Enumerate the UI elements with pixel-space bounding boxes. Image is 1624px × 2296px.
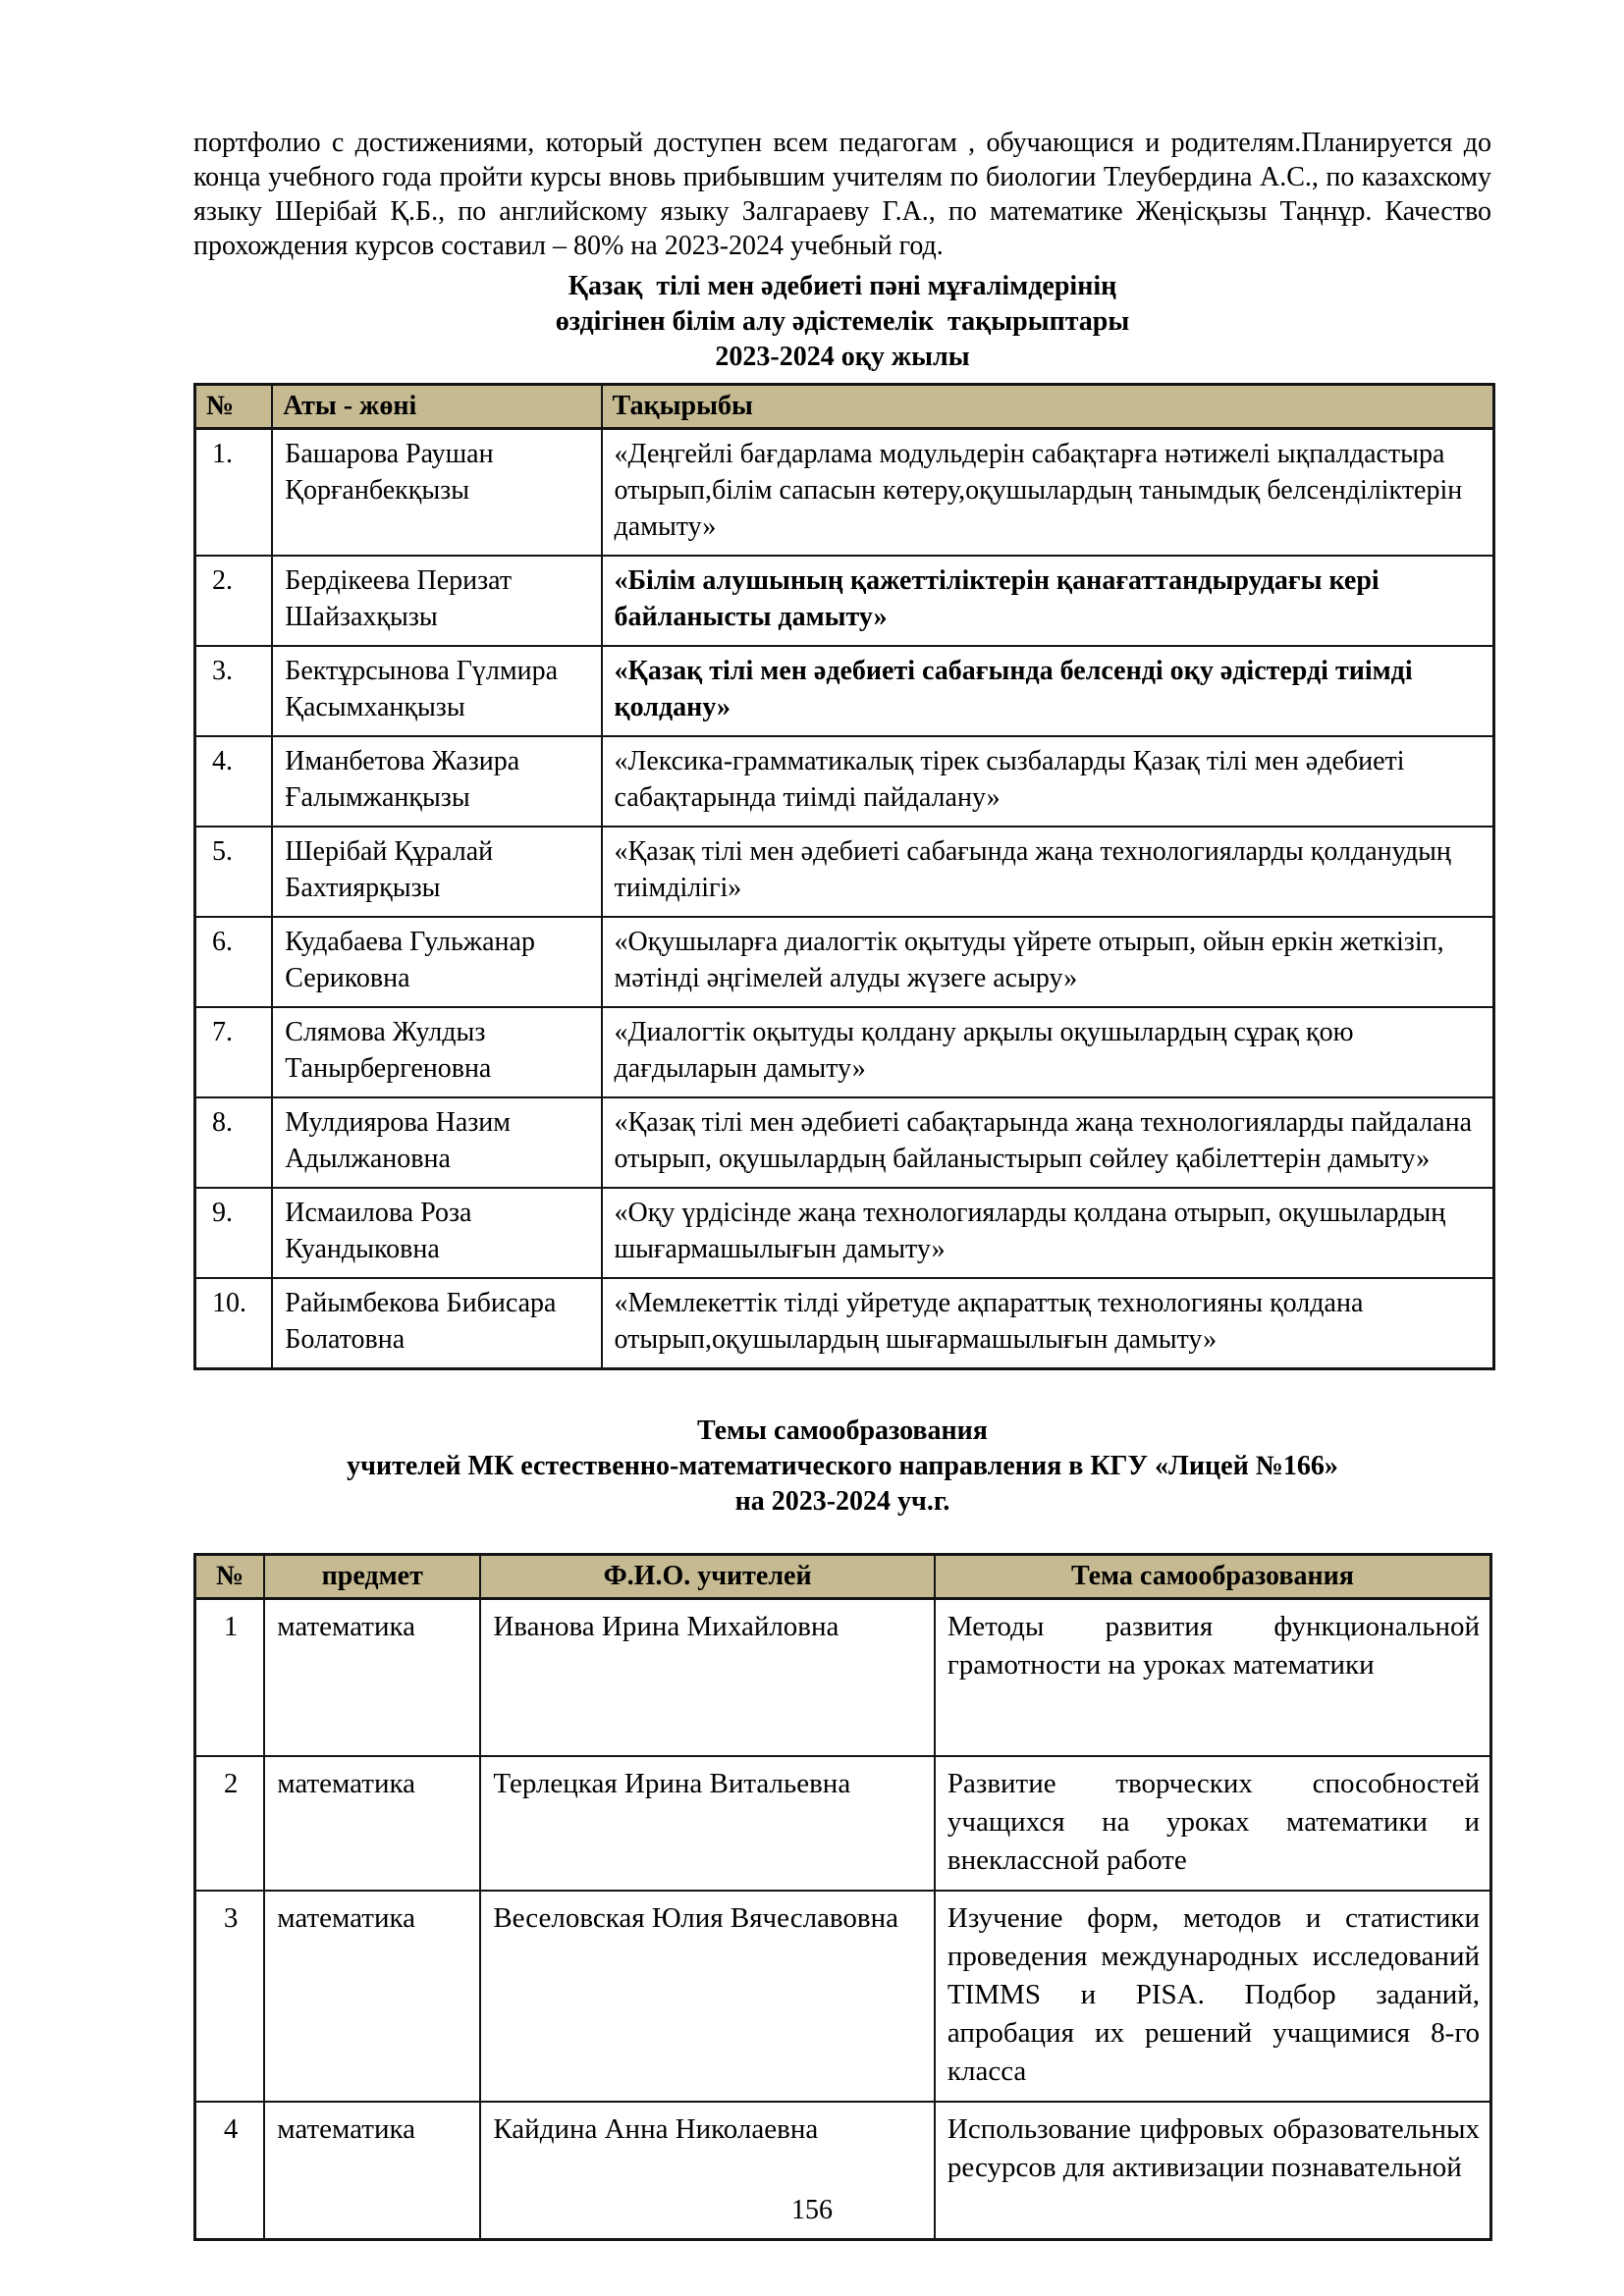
teacher-name: Кайдина Анна Николаевна <box>480 2102 935 2240</box>
teacher-name: Бектұрсынова Гүлмира Қасымханқызы <box>272 646 601 736</box>
row-number: 9. <box>195 1188 273 1278</box>
teacher-name: Иванова Ирина Михайловна <box>480 1599 935 1757</box>
row-number: 3. <box>195 646 273 736</box>
self-education-topic: «Оқушыларға диалогтік оқытуды үйрете отырып, ойын еркін жеткізіп, мәтінді әңгімелей алуды жүзеге асыру» <box>602 917 1494 1007</box>
self-education-topic: Использование цифровых образовательных ресурсов для активизации познавательной <box>935 2102 1491 2240</box>
teacher-name: Башарова Раушан Қорғанбекқызы <box>272 429 601 557</box>
page-number: 156 <box>791 2195 833 2225</box>
self-education-topic: «Қазақ тілі мен әдебиеті сабағында белсенді оқу әдістерді тиімді қолдану» <box>602 646 1494 736</box>
table-row <box>195 646 1494 736</box>
row-number: 1 <box>195 1599 265 1757</box>
self-education-topic: Изучение форм, методов и статистики проведения международных исследований TIMMS и PISA. Подбор заданий, апробация их решений учащимися 8-го класса <box>935 1891 1491 2102</box>
self-education-topic: «Деңгейлі бағдарлама модульдерін сабақтарға нәтижелі ықпалдастыра отырып,білім сапасын көтеру,оқушылардың танымдық белсенділіктерін дамыту» <box>602 429 1494 557</box>
kazakh-teachers-topics-table <box>193 383 1495 1370</box>
teacher-name: Иманбетова Жазира Ғалымжанқызы <box>272 736 601 827</box>
row-number: 7. <box>195 1007 273 1097</box>
col-header-topic: Тема самообразования <box>935 1555 1491 1599</box>
table-row <box>195 1599 1491 1757</box>
table-row <box>195 736 1494 827</box>
self-education-topic: «Қазақ тілі мен әдебиеті сабақтарында жаңа технологияларды пайдалана отырып, оқушылардың байланыстырып сөйлеу қабілеттерін дамыту» <box>602 1097 1494 1188</box>
table-row <box>195 1188 1494 1278</box>
table2-heading-line2: учителей МК естественно-математического направления в КГУ «Лицей №166» <box>347 1451 1338 1481</box>
row-number: 8. <box>195 1097 273 1188</box>
teacher-name: Кудабаева Гульжанар Сериковна <box>272 917 601 1007</box>
row-number: 4 <box>195 2102 265 2240</box>
table1-heading-line2: өздігінен білім алу әдістемелік тақырыптары <box>555 306 1130 337</box>
teacher-name: Шерібай Құралай Бахтиярқызы <box>272 827 601 917</box>
col-header-teacher: Ф.И.О. учителей <box>480 1555 935 1599</box>
table-row <box>195 1756 1491 1891</box>
table2-heading-line3: на 2023-2024 уч.г. <box>734 1486 950 1517</box>
self-education-topic: Развитие творческих способностей учащихся на уроках математики и внеклассной работе <box>935 1756 1491 1891</box>
col-header-number: № <box>195 385 273 429</box>
teacher-name: Исмаилова Роза Куандыковна <box>272 1188 601 1278</box>
row-number: 1. <box>195 429 273 557</box>
table-row <box>195 429 1494 557</box>
table-row <box>195 1097 1494 1188</box>
row-number: 2. <box>195 556 273 646</box>
table-row <box>195 1007 1494 1097</box>
teacher-name: Бердікеева Перизат Шайзахқызы <box>272 556 601 646</box>
table1-heading-line3: 2023-2024 оқу жылы <box>715 342 970 372</box>
row-number: 3 <box>195 1891 265 2102</box>
col-header-number: № <box>195 1555 265 1599</box>
teacher-name: Терлецкая Ирина Витальевна <box>480 1756 935 1891</box>
row-number: 10. <box>195 1278 273 1369</box>
row-number: 6. <box>195 917 273 1007</box>
table-row <box>195 1891 1491 2102</box>
subject: математика <box>264 1756 480 1891</box>
table-row <box>195 556 1494 646</box>
table1-heading <box>193 269 1491 375</box>
row-number: 4. <box>195 736 273 827</box>
table2-heading-line1: Темы самообразования <box>697 1415 988 1446</box>
table-row <box>195 917 1494 1007</box>
intro-paragraph: портфолио с достижениями, который доступен всем педагогам , обучающися и родителям.Планируется до конца учебного года пройти курсы вновь прибывшим учителям по биологии Тлеубердина А.С., по казахскому языку Шерібай Қ.Б., по английскому языку Залгараеву Г.А., по математике Жеңісқызы Таңнұр. Качество прохождения курсов составил – 80% на 2023-2024 учебный год. <box>193 128 1491 261</box>
table-row <box>195 827 1494 917</box>
subject: математика <box>264 2102 480 2240</box>
subject: математика <box>264 1891 480 2102</box>
row-number: 5. <box>195 827 273 917</box>
self-education-topic: «Оқу үрдісінде жаңа технологияларды қолдана отырып, оқушылардың шығармашылығын дамыту» <box>602 1188 1494 1278</box>
table1-heading-line1: Қазақ тілі мен әдебиеті пәні мұғалімдерінің <box>568 271 1117 301</box>
math-teachers-topics-table <box>193 1553 1492 2241</box>
teacher-name: Слямова Жулдыз Танырбергеновна <box>272 1007 601 1097</box>
self-education-topic: «Диалогтік оқытуды қолдану арқылы оқушылардың сұрақ қою дағдыларын дамыту» <box>602 1007 1494 1097</box>
teacher-name: Райымбекова Бибисара Болатовна <box>272 1278 601 1369</box>
teacher-name: Мулдиярова Назим Адылжановна <box>272 1097 601 1188</box>
teacher-name: Веселовская Юлия Вячеславовна <box>480 1891 935 2102</box>
table-row <box>195 1278 1494 1369</box>
self-education-topic: «Білім алушының қажеттіліктерін қанағаттандырудағы кері байланысты дамыту» <box>602 556 1494 646</box>
self-education-topic: Методы развития функциональной грамотности на уроках математики <box>935 1599 1491 1757</box>
row-number: 2 <box>195 1756 265 1891</box>
col-header-name: Аты - жөні <box>272 385 601 429</box>
table-header-row <box>195 1555 1491 1599</box>
self-education-topic: «Қазақ тілі мен әдебиеті сабағында жаңа технологияларды қолданудың тиімділігі» <box>602 827 1494 917</box>
col-header-subject: предмет <box>264 1555 480 1599</box>
table-header-row <box>195 385 1494 429</box>
self-education-topic: «Лексика-грамматикалық тірек сызбаларды Қазақ тілі мен әдебиеті сабақтарында тиімді пайдалану» <box>602 736 1494 827</box>
table2-heading <box>193 1414 1491 1520</box>
self-education-topic: «Мемлекеттік тілді уйретуде ақпараттық технологияны қолдана отырып,оқушылардың шығармашылығын дамыту» <box>602 1278 1494 1369</box>
col-header-topic: Тақырыбы <box>602 385 1494 429</box>
subject: математика <box>264 1599 480 1757</box>
